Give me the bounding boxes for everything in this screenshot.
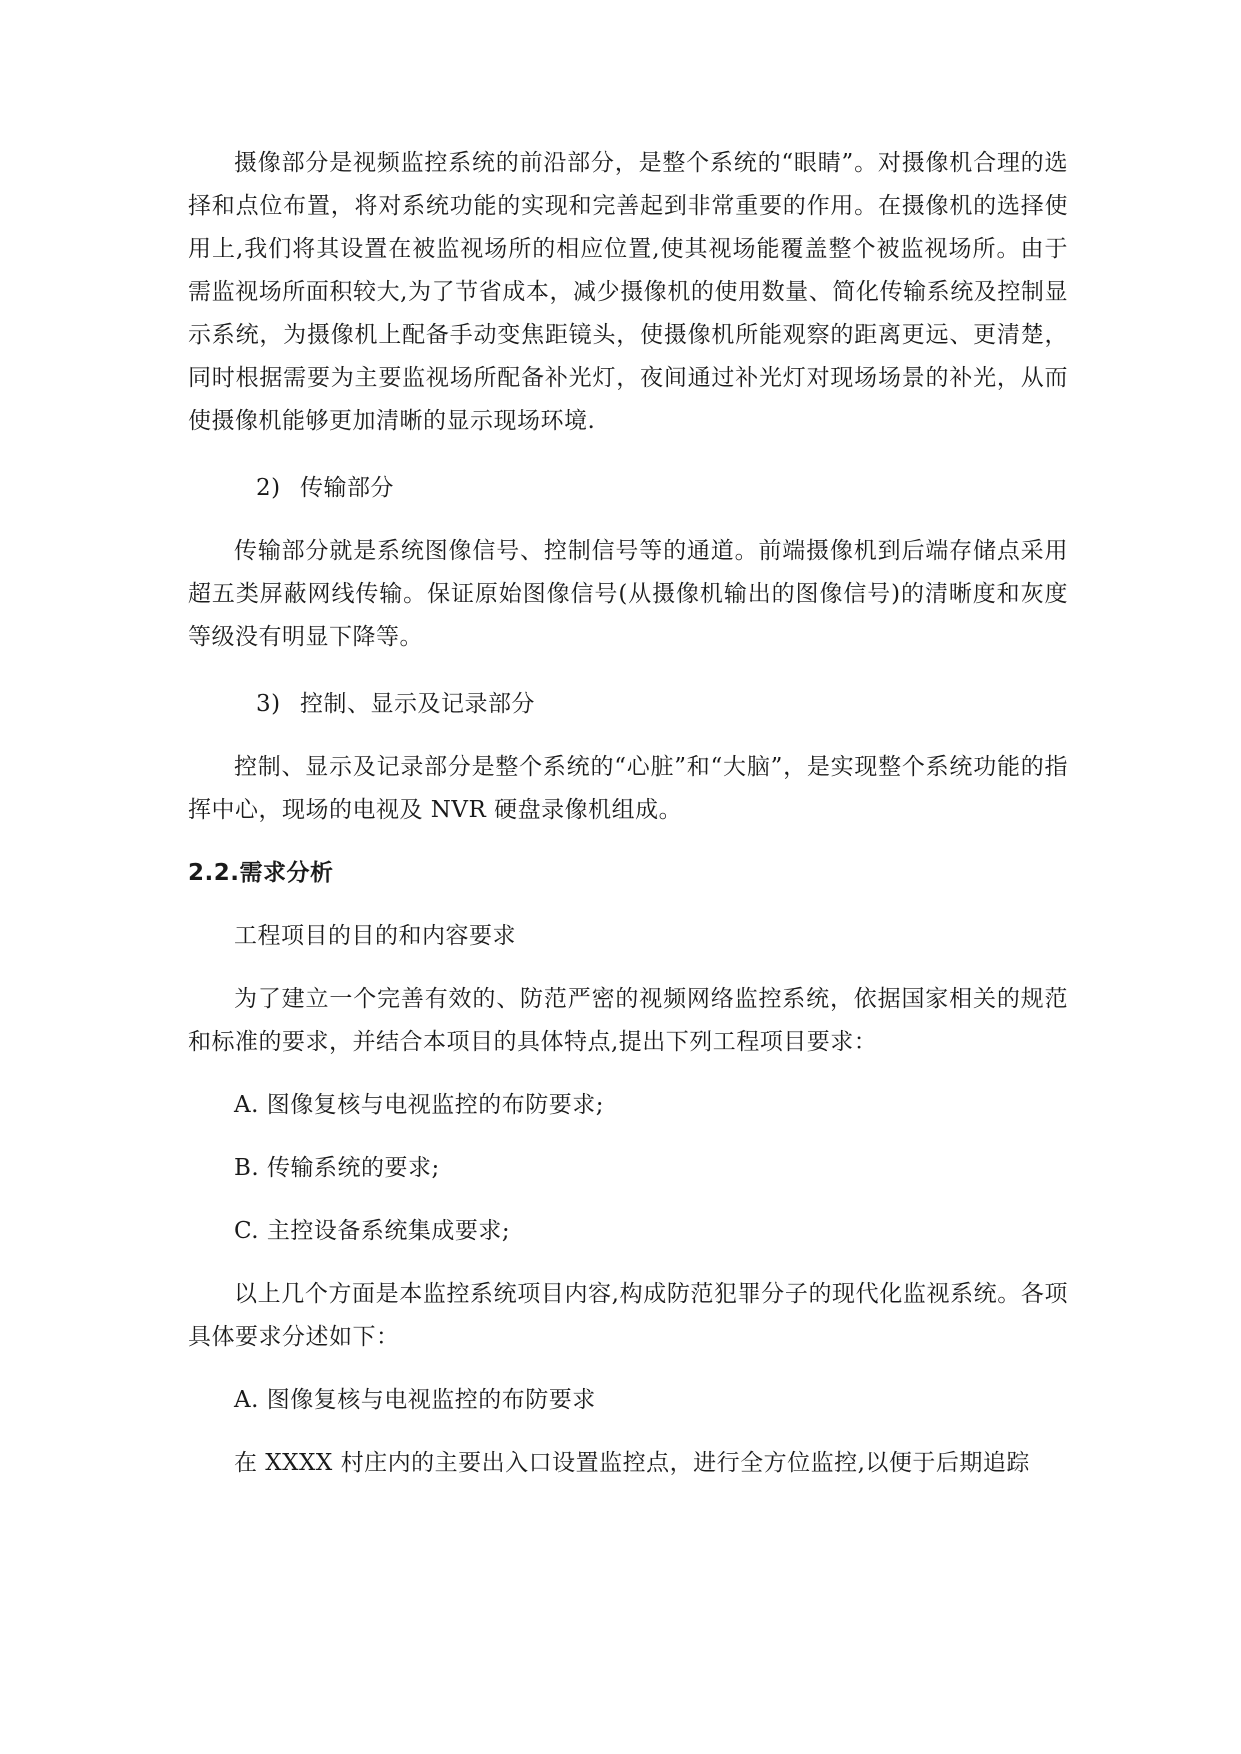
list-item: C. 主控设备系统集成要求;: [234, 1218, 511, 1244]
item-number: 2): [256, 475, 281, 501]
document-body: [188, 142, 1068, 1485]
section-heading: 2.2.需求分析: [188, 860, 334, 886]
list-item: B. 传输系统的要求;: [234, 1155, 440, 1181]
list-item: A. 图像复核与电视监控的布防要求;: [234, 1092, 604, 1118]
item-number: 3): [256, 691, 281, 717]
numbered-heading-control: [188, 683, 1068, 726]
subheading: A. 图像复核与电视监控的布防要求: [234, 1387, 596, 1413]
paragraph-control: 控制、显示及记录部分是整个系统的“心脏”和“大脑”，是实现整个系统功能的指挥中心，现场的电视及 NVR 硬盘录像机组成。: [188, 754, 1068, 823]
item-title: 传输部分: [300, 475, 394, 501]
paragraph-last: 在 XXXX 村庄内的主要出入口设置监控点，进行全方位监控,以便于后期追踪: [234, 1450, 1030, 1476]
paragraph-intro: 为了建立一个完善有效的、防范严密的视频网络监控系统，依据国家相关的规范和标准的要求，并结合本项目的具体特点,提出下列工程项目要求：: [188, 986, 1068, 1055]
paragraph-transmission: 传输部分就是系统图像信号、控制信号等的通道。前端摄像机到后端存储点采用超五类屏蔽网线传输。保证原始图像信号(从摄像机输出的图像信号)的清晰度和灰度等级没有明显下降等。: [188, 538, 1068, 650]
paragraph-summary: 以上几个方面是本监控系统项目内容,构成防范犯罪分子的现代化监视系统。各项具体要求分述如下：: [188, 1281, 1068, 1350]
paragraph-camera: 摄像部分是视频监控系统的前沿部分，是整个系统的“眼睛”。对摄像机合理的选择和点位布置，将对系统功能的实现和完善起到非常重要的作用。在摄像机的选择使用上,我们将其设置在被监视场所的相应位置,使其视场能覆盖整个被监视场所。由于需监视场所面积较大,为了节省成本，减少摄像机的使用数量、简化传输系统及控制显示系统，为摄像机上配备手动变焦距镜头，使摄像机所能观察的距离更远、更清楚，同时根据需要为主要监视场所配备补光灯，夜间通过补光灯对现场场景的补光，从而使摄像机能够更加清晰的显示现场环境.: [188, 150, 1068, 434]
paragraph-project-goal: 工程项目的目的和内容要求: [234, 923, 516, 949]
numbered-heading-transmission: [188, 467, 1068, 510]
item-title: 控制、显示及记录部分: [300, 691, 535, 717]
